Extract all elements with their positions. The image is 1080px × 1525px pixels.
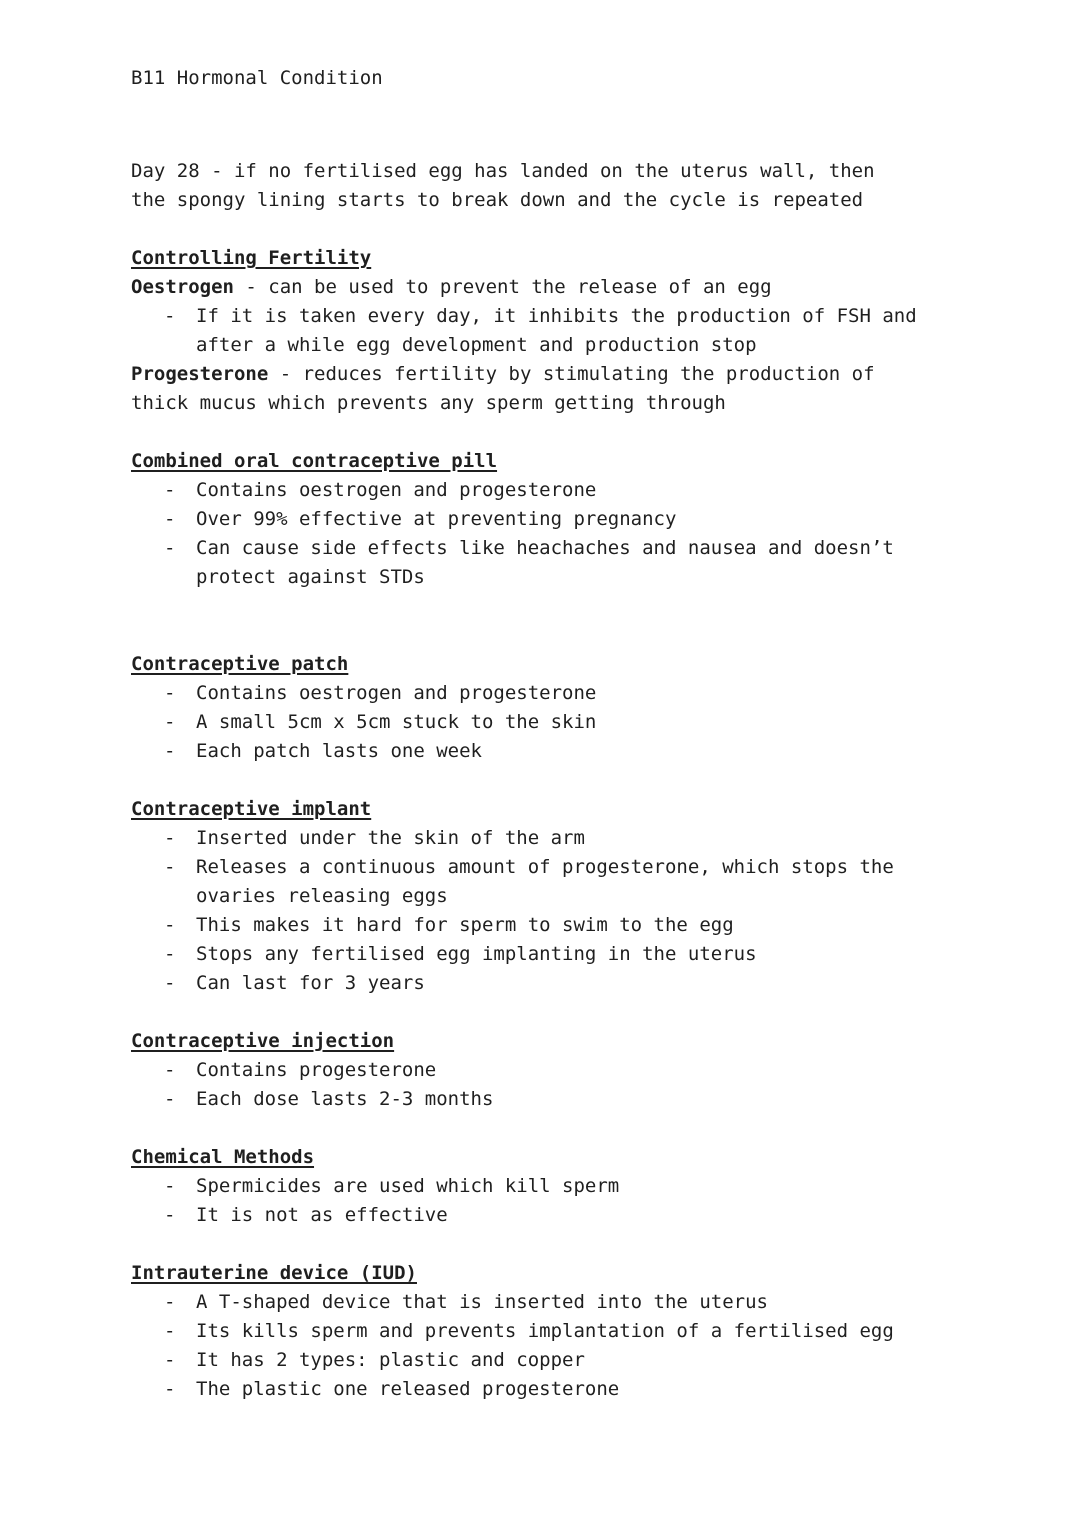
bullet-dash: - [164, 1175, 176, 1197]
list-item-text: Can last for 3 years [196, 972, 425, 994]
list-item [131, 302, 951, 360]
section-heading: Contraceptive implant [131, 798, 372, 820]
list-item [131, 476, 951, 505]
oestrogen-description: - can be used to prevent the release of an egg [233, 276, 772, 298]
list-item [131, 534, 951, 592]
list-item-text: The plastic one released progesterone [196, 1378, 620, 1400]
bullet-dash: - [164, 943, 176, 965]
list-item-text: Stops any fertilised egg implanting in the uterus [196, 943, 757, 965]
list-item-text: Over 99% effective at preventing pregnancy [196, 508, 677, 530]
list-item [131, 1056, 951, 1085]
intro-paragraph [131, 157, 951, 215]
bullet-dash: - [164, 1204, 176, 1226]
bullet-dash: - [164, 682, 176, 704]
list-item-text: Each patch lasts one week [196, 740, 482, 762]
section-controlling-fertility [131, 244, 951, 418]
bullet-dash: - [164, 1291, 176, 1313]
bullet-dash: - [164, 1320, 176, 1342]
term-progesterone: Progesterone [131, 363, 269, 385]
list-item [131, 853, 951, 911]
list-item-text: Releases a continuous amount of progesterone, which stops the ovaries releasing eggs [196, 856, 894, 907]
section-contraceptive-injection [131, 1027, 951, 1114]
bullet-dash: - [164, 537, 176, 559]
list-item-text: If it is taken every day, it inhibits the production of FSH and after a while egg development and production stop [196, 305, 917, 356]
list-item-text: Contains oestrogen and progesterone [196, 682, 597, 704]
list-item-text: A T-shaped device that is inserted into the uterus [196, 1291, 768, 1313]
bullet-dash: - [164, 1378, 176, 1400]
section-heading: Intrauterine device (IUD) [131, 1262, 417, 1284]
list-item [131, 1288, 951, 1317]
list-item-text: Its kills sperm and prevents implantation of a fertilised egg [196, 1320, 894, 1342]
bullet-dash: - [164, 711, 176, 733]
list-item [131, 679, 951, 708]
list-item-text: Inserted under the skin of the arm [196, 827, 585, 849]
bullet-dash: - [164, 972, 176, 994]
section-contraceptive-implant [131, 795, 951, 998]
list-item-text: Can cause side effects like heachaches and nausea and doesn’t protect against STDs [196, 537, 894, 588]
list-item [131, 1172, 951, 1201]
list-item [131, 737, 951, 766]
list-item [131, 1201, 951, 1230]
list-item [131, 1317, 951, 1346]
progesterone-description: - reduces fertility by stimulating the production of [268, 363, 875, 385]
list-item [131, 969, 951, 998]
section-heading: Controlling Fertility [131, 247, 372, 269]
section-iud [131, 1259, 951, 1404]
term-oestrogen: Oestrogen [131, 276, 234, 298]
section-heading: Contraceptive injection [131, 1030, 395, 1052]
section-combined-pill [131, 447, 951, 592]
list-item [131, 1085, 951, 1114]
list-item-text: It is not as effective [196, 1204, 448, 1226]
list-item [131, 1346, 951, 1375]
list-item [131, 708, 951, 737]
document-body [131, 157, 951, 1404]
bullet-dash: - [164, 827, 176, 849]
section-chemical-methods [131, 1143, 951, 1230]
bullet-dash: - [164, 856, 176, 878]
bullet-dash: - [164, 740, 176, 762]
section-heading: Chemical Methods [131, 1146, 315, 1168]
bullet-dash: - [164, 1088, 176, 1110]
section-heading: Contraceptive patch [131, 653, 349, 675]
bullet-dash: - [164, 305, 176, 327]
intro-line: Day 28 - if no fertilised egg has landed on the uterus wall, then [131, 160, 875, 182]
list-item-text: Contains oestrogen and progesterone [196, 479, 597, 501]
bullet-dash: - [164, 508, 176, 530]
page-title: B11 Hormonal Condition [131, 67, 383, 89]
section-contraceptive-patch [131, 650, 951, 766]
intro-line: the spongy lining starts to break down and the cycle is repeated [131, 189, 864, 211]
list-item-text: Contains progesterone [196, 1059, 437, 1081]
list-item-text: This makes it hard for sperm to swim to the egg [196, 914, 734, 936]
list-item-text: A small 5cm x 5cm stuck to the skin [196, 711, 597, 733]
section-heading: Combined oral contraceptive pill [131, 450, 498, 472]
list-item-text: It has 2 types: plastic and copper [196, 1349, 585, 1371]
list-item [131, 1375, 951, 1404]
bullet-dash: - [164, 1059, 176, 1081]
bullet-dash: - [164, 914, 176, 936]
list-item [131, 824, 951, 853]
list-item [131, 940, 951, 969]
bullet-dash: - [164, 1349, 176, 1371]
bullet-dash: - [164, 479, 176, 501]
list-item-text: Each dose lasts 2-3 months [196, 1088, 494, 1110]
list-item [131, 505, 951, 534]
progesterone-description-cont: thick mucus which prevents any sperm getting through [131, 392, 726, 414]
list-item-text: Spermicides are used which kill sperm [196, 1175, 620, 1197]
list-item [131, 911, 951, 940]
